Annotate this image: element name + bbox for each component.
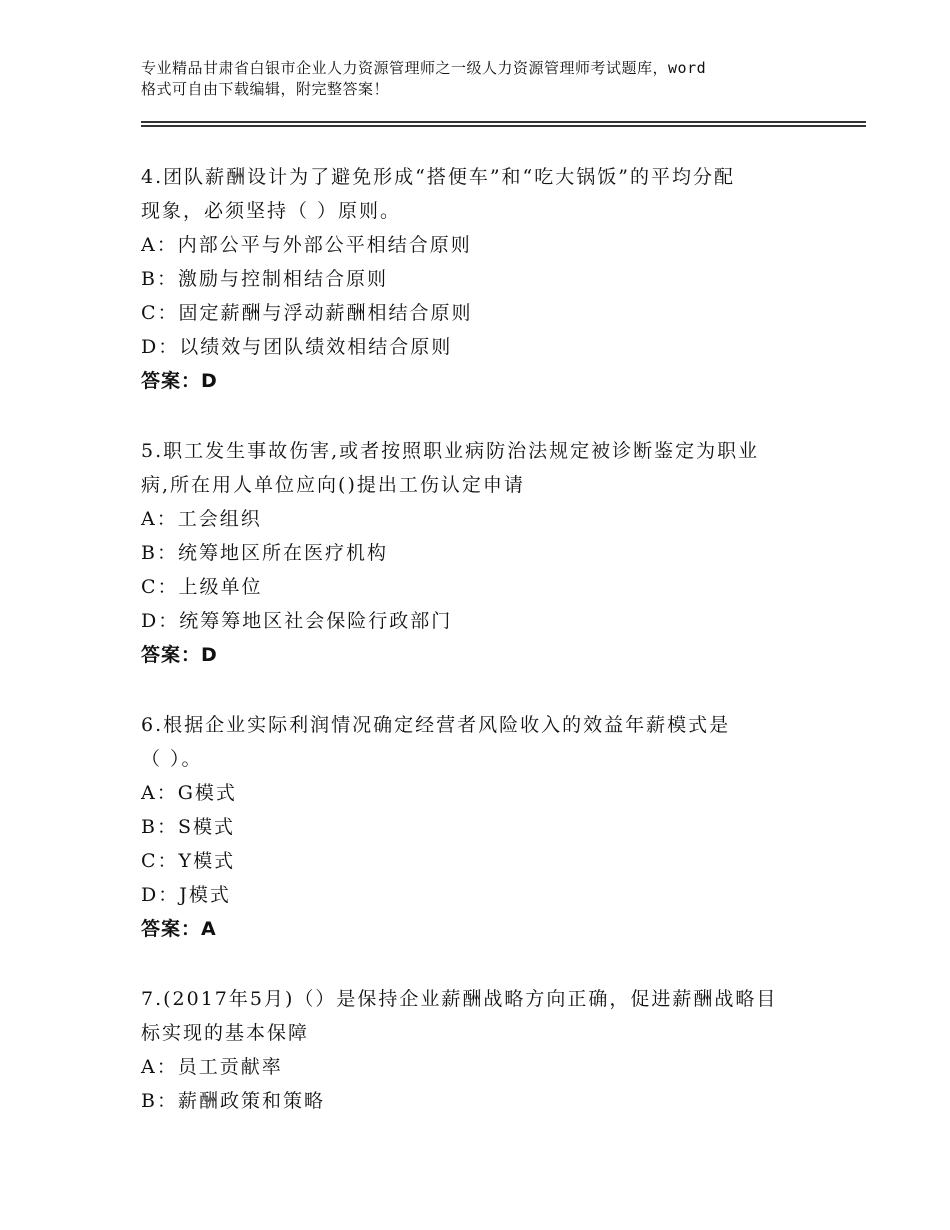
option-d: D：J模式 bbox=[141, 884, 231, 906]
option-d: D：以绩效与团队绩效相结合原则 bbox=[141, 336, 453, 358]
question-7 bbox=[141, 982, 801, 1118]
question-stem: 5.职工发生事故伤害,或者按照职业病防治法规定被诊断鉴定为职业 bbox=[141, 440, 760, 462]
option-a: A：内部公平与外部公平相结合原则 bbox=[141, 234, 472, 256]
option-c: C：Y模式 bbox=[141, 850, 236, 872]
option-b: B：薪酬政策和策略 bbox=[141, 1090, 325, 1112]
question-4 bbox=[141, 160, 801, 398]
header-rule-bottom bbox=[141, 125, 866, 127]
option-a: A：员工贡献率 bbox=[141, 1056, 283, 1078]
option-b: B：激励与控制相结合原则 bbox=[141, 268, 388, 290]
option-d: D：统筹筹地区社会保险行政部门 bbox=[141, 610, 453, 632]
question-5 bbox=[141, 434, 801, 672]
option-b: B：S模式 bbox=[141, 816, 235, 838]
header-line-2: 格式可自由下载编辑，附完整答案！ bbox=[141, 80, 390, 98]
header-line-1: 专业精品甘肃省白银市企业人力资源管理师之一级人力资源管理师考试题库，word bbox=[141, 59, 707, 77]
option-c: C：固定薪酬与浮动薪酬相结合原则 bbox=[141, 302, 473, 324]
question-6 bbox=[141, 708, 801, 946]
header-rule-top bbox=[141, 121, 866, 123]
option-a: A：G模式 bbox=[141, 782, 237, 804]
answer: 答案：A bbox=[141, 918, 217, 940]
option-a: A：工会组织 bbox=[141, 508, 262, 530]
option-b: B：统筹地区所在医疗机构 bbox=[141, 542, 388, 564]
question-stem: 6.根据企业实际利润情况确定经营者风险收入的效益年薪模式是 bbox=[141, 714, 731, 736]
question-stem: 7.(2017年5月)（）是保持企业薪酬战略方向正确，促进薪酬战略目 bbox=[141, 988, 778, 1010]
option-c: C：上级单位 bbox=[141, 576, 263, 598]
question-stem: 4.团队薪酬设计为了避免形成“搭便车”和“吃大锅饭”的平均分配 bbox=[141, 166, 735, 188]
question-stem-cont: 标实现的基本保障 bbox=[141, 1022, 310, 1044]
answer: 答案：D bbox=[141, 644, 218, 666]
question-stem-cont: 病,所在用人单位应向()提出工伤认定申请 bbox=[141, 474, 525, 496]
question-stem-cont: （ ）。 bbox=[141, 748, 203, 770]
document-header bbox=[141, 58, 841, 100]
answer: 答案：D bbox=[141, 370, 218, 392]
question-stem-cont: 现象，必须坚持（ ）原则。 bbox=[141, 200, 402, 222]
